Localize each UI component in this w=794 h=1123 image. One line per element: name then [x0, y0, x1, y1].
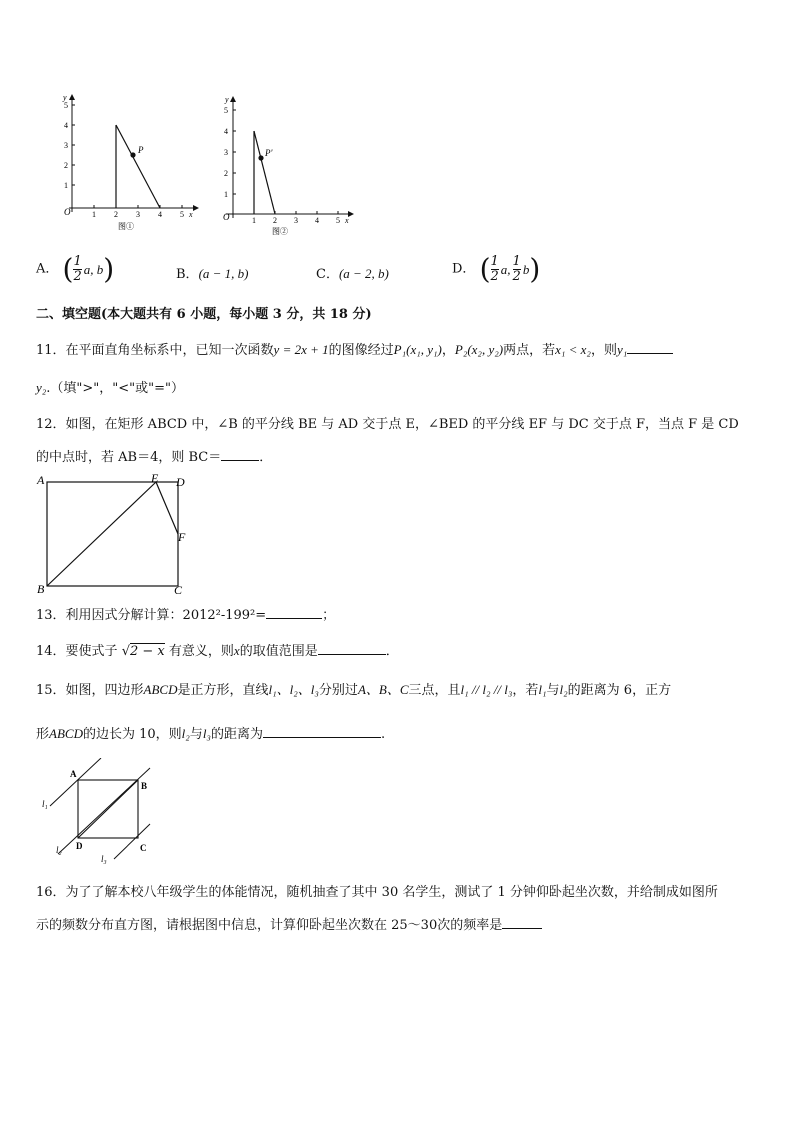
g2-caption: 图②: [272, 227, 288, 236]
question-12-line-2: [36, 446, 272, 467]
q15-text: 的边长为 10，则: [82, 727, 182, 742]
option-b-label: B．: [176, 267, 199, 282]
fig15-label-a: A: [70, 769, 77, 779]
q15-text: 分别过: [318, 683, 358, 698]
g1-ytick: 2: [64, 161, 68, 170]
q15-text: 三点，且: [408, 683, 461, 698]
q15-text: ，若: [512, 683, 539, 698]
fig15-label-l2: l₂: [56, 845, 62, 855]
q11-point-1: P₁(x₁, y₁): [393, 342, 442, 357]
graph-1: [55, 92, 205, 232]
question-11-line-2: [36, 379, 184, 398]
q15-text: 15．如图，四边形: [36, 683, 144, 698]
g2-ytick: 2: [224, 169, 228, 178]
q15-text: 的距离为 6，正方: [567, 683, 672, 698]
g1-caption: 图①: [118, 222, 134, 231]
question-13: [36, 604, 335, 625]
g1-point-label: P: [138, 145, 144, 155]
q15-points: A、B、C: [357, 682, 409, 697]
fraction: [73, 255, 81, 284]
option-a-label: A．: [36, 261, 59, 277]
g2-xtick: 4: [315, 216, 319, 225]
q11-y2: y₂: [36, 380, 47, 395]
q11-text: 11．在平面直角坐标系中，已知一次函数: [36, 343, 274, 358]
g1-ytick: 1: [64, 181, 68, 190]
g1-xtick: 5: [180, 210, 184, 219]
g1-ytick: 4: [64, 121, 68, 130]
g2-xtick: 3: [294, 216, 298, 225]
fig12-label-d: D: [176, 475, 185, 489]
answer-blank[interactable]: [221, 446, 259, 461]
q15-parallel: l₁ // l₂ // l₃: [460, 682, 513, 697]
frac-den: 2: [73, 269, 82, 284]
q14-end: ．: [385, 644, 399, 659]
q15-end: .: [380, 727, 386, 742]
q11-point-2: P₂(x₂, y₂): [454, 342, 504, 357]
option-c-label: C．: [316, 267, 339, 282]
q14-text: 有意义，则: [168, 644, 234, 659]
fig12-label-e: E: [151, 471, 159, 485]
q11-condition: x₁ < x₂: [555, 342, 591, 357]
answer-blank[interactable]: [502, 914, 542, 929]
q15-abcd: ABCD: [49, 726, 83, 741]
g1-xtick: 1: [92, 210, 96, 219]
g2-ytick: 4: [224, 127, 228, 136]
q11-y1: y₁: [616, 342, 628, 357]
option-c: [316, 265, 389, 284]
q15-l3: l₃: [202, 726, 211, 741]
q12-end: ．: [259, 450, 273, 465]
q11-text: .（填">"，"<"或"="）: [46, 381, 184, 396]
option-a: [36, 252, 115, 295]
question-15-line-1: [36, 681, 671, 700]
g2-xtick: 1: [252, 216, 256, 225]
g1-ytick: 5: [64, 101, 68, 110]
fraction: [491, 255, 499, 284]
answer-blank[interactable]: [266, 604, 322, 619]
q15-text: 与: [189, 727, 203, 742]
g1-y-label: y: [63, 93, 67, 102]
square-figure: [38, 758, 168, 864]
fig15-label-c: C: [140, 843, 147, 853]
fraction: [513, 255, 521, 284]
frac-num: 1: [490, 254, 499, 269]
graph-2: [214, 92, 364, 237]
q15-l2: l₂: [181, 726, 190, 741]
option-c-value: (a − 2, b): [338, 266, 389, 281]
q11-sep: ，: [441, 343, 455, 358]
q15-text: 形: [36, 727, 50, 742]
frac-den: 2: [490, 269, 499, 284]
q12-text: 的中点时，若 AB＝4，则 BC＝: [36, 450, 222, 465]
option-d-end: b: [522, 261, 530, 277]
fig12-label-b: B: [37, 582, 45, 596]
sqrt-expression: [122, 643, 165, 659]
g2-xtick: 2: [273, 216, 277, 225]
q15-l2: l₂: [559, 682, 568, 697]
q11-text: ，则: [590, 343, 617, 358]
paren-open: (: [62, 252, 74, 286]
g1-ytick: 3: [64, 141, 68, 150]
fig15-label-l3: l₃: [101, 854, 107, 864]
g1-origin: O: [64, 207, 71, 217]
paren-close: ): [529, 252, 541, 286]
answer-blank[interactable]: [263, 723, 381, 738]
q14-text: 的取值范围是: [239, 644, 318, 659]
sqrt-icon: √: [121, 644, 130, 659]
fig15-label-d: D: [76, 841, 83, 851]
question-16-line-1: 16．为了了解本校八年级学生的体能情况，随机抽查了其中 30 名学生，测试了 1 分钟仰卧起坐次数，并给制成如图所: [36, 885, 718, 900]
question-15-line-2: [36, 723, 385, 744]
q15-abcd: ABCD: [143, 682, 178, 697]
answer-blank[interactable]: [318, 640, 386, 655]
q15-text: 与: [546, 683, 560, 698]
option-d: [452, 252, 541, 295]
g2-point-label: P': [265, 148, 273, 158]
q11-function: y = 2x + 1: [273, 342, 329, 357]
answer-blank[interactable]: [627, 339, 673, 354]
option-a-rest: a, b: [83, 261, 104, 277]
option-b-value: (a − 1, b): [198, 266, 249, 281]
g1-xtick: 4: [158, 210, 162, 219]
q15-lines: l₁、l₂、l₃: [268, 682, 319, 697]
g2-y-label: y: [225, 95, 229, 104]
g2-x-label: x: [345, 216, 349, 225]
fig12-label-f: F: [178, 530, 186, 544]
q14-text: 14．要使式子: [36, 644, 118, 659]
g1-x-label: x: [189, 210, 193, 219]
frac-den: 2: [512, 269, 521, 284]
paren-close: ): [103, 252, 115, 286]
q13-text: 13．利用因式分解计算：2012²-199²=: [36, 608, 267, 623]
g2-xtick: 5: [336, 216, 340, 225]
frac-num: 1: [73, 254, 82, 269]
question-11-line-1: [36, 339, 673, 360]
fig15-label-b: B: [141, 781, 148, 791]
g1-xtick: 3: [136, 210, 140, 219]
q15-l1: l₁: [538, 682, 547, 697]
option-d-mid: a,: [500, 261, 511, 277]
sqrt-radicand: 2 − x: [129, 644, 165, 659]
fig15-label-l1: l₁: [42, 799, 48, 809]
question-14: [36, 640, 399, 661]
g2-ytick: 1: [224, 190, 228, 199]
option-d-label: D．: [452, 261, 476, 277]
fig12-label-c: C: [174, 583, 183, 596]
q13-end: ；: [322, 608, 336, 623]
section-title: 二、填空题(本大题共有 6 小题，每小题 3 分，共 18 分): [36, 307, 372, 322]
g2-origin: O: [223, 212, 230, 222]
q14-var: x: [233, 643, 240, 658]
paren-open: (: [479, 252, 491, 286]
option-b: [176, 265, 249, 284]
q15-text: 的距离为: [210, 727, 263, 742]
rectangle-figure: [34, 470, 194, 596]
g2-ytick: 5: [224, 106, 228, 115]
q15-text: 是正方形，直线: [177, 683, 269, 698]
question-12-line-1: 12．如图，在矩形 ABCD 中，∠B 的平分线 BE 与 AD 交于点 E，∠BED 的平分线 EF 与 DC 交于点 F，当点 F 是 CD: [36, 417, 739, 432]
q16-text: 示的频数分布直方图，请根据图中信息，计算仰卧起坐次数在 25～30次的频率是: [36, 918, 503, 933]
q11-text: 两点，若: [503, 343, 556, 358]
frac-num: 1: [512, 254, 521, 269]
question-16-line-2: [36, 914, 542, 935]
fig12-label-a: A: [37, 473, 45, 487]
g2-ytick: 3: [224, 148, 228, 157]
g1-xtick: 2: [114, 210, 118, 219]
q11-text: 的图像经过: [328, 343, 394, 358]
